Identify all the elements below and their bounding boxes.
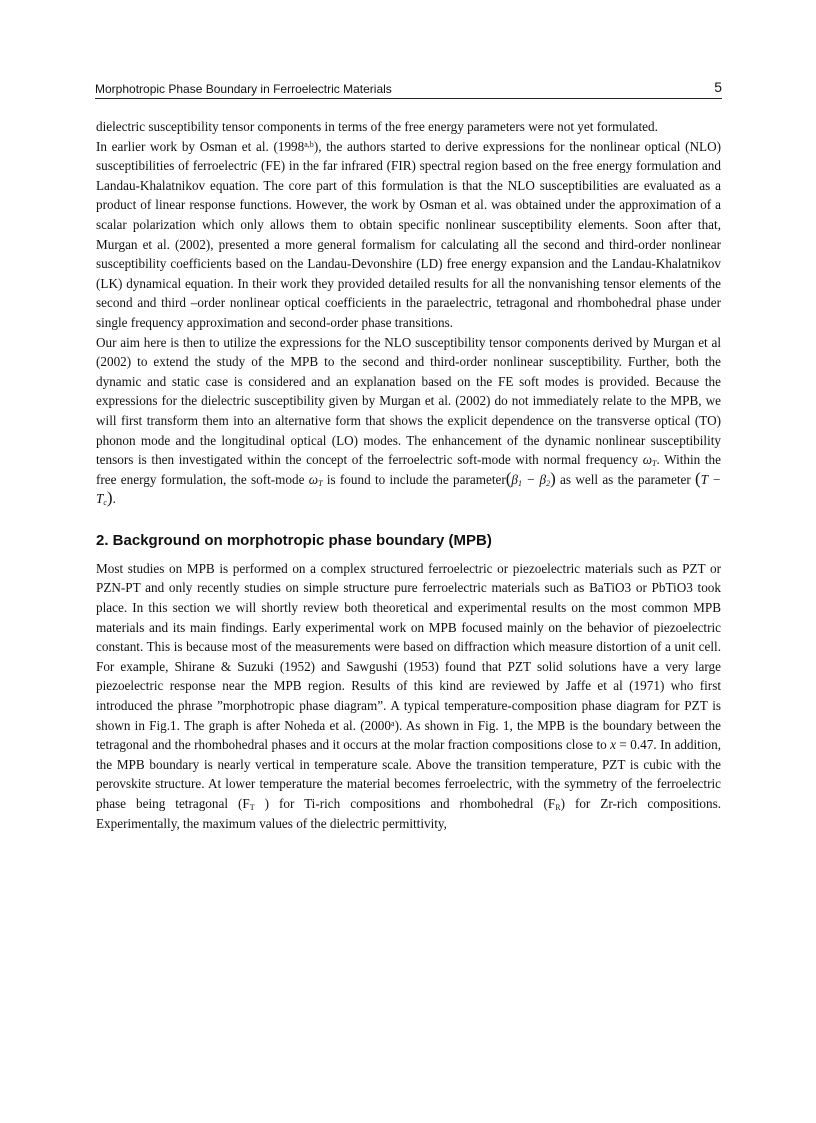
citation-superscript: a,b [304,139,314,149]
paragraph-4-text-d: ) for Ti-rich compositions and rhombohedral (F [264,796,556,811]
variable-x: x [610,737,616,753]
paragraph-2 [96,137,721,333]
beta-subscript-2: 2 [546,478,551,488]
paragraph-1: dielectric susceptibility tensor components in terms of the free energy parameters were not yet formulated. [96,119,658,134]
paragraph-4-text-b: ). As shown in Fig. 1, the MPB is the boundary between the tetragonal and the rhombohedral phases and it occurs at the molar fraction compositions close to [96,717,721,753]
ft-subscript: T [249,803,255,812]
paragraph-3-text-b: . Within the free energy formulation, the soft-mode [96,452,722,487]
minus-sign: − [526,471,536,487]
left-paren-2: ( [695,468,701,488]
body-text [96,117,721,833]
citation-superscript-2: a [391,718,395,728]
paragraph-4-text-e: ) for Zr-rich compositions. Experimentally, the maximum values of the dielectric permittivity, [96,796,721,831]
paragraph-3-text-a: Our aim here is then to utilize the expressions for the NLO susceptibility tensor components derived by Murgan et al (2002) to extend the study of the MPB to the second and third-order nonlinear susceptibility. Further, both the dynamic and static case is considered and an explanation based on the FE soft modes is provided. Because the expressions for the dielectric susceptibility given by Murgan et al. (2002) do not immediately relate to the MPB, we will first transform them into an alternative form that shows the explicit dependence on the transverse optical (TO) phonon mode and the longitudinal optical (LO) modes. The enhancement of the dynamic nonlinear susceptibility tensors is then investigated within the concept of the ferroelectric soft-mode with normal frequency [96,334,721,468]
paragraph-3 [96,333,721,509]
running-title: Morphotropic Phase Boundary in Ferroelectric Materials [95,82,392,96]
omega-subscript-2: T [318,478,323,488]
omega-subscript: T [652,459,657,469]
omega-glyph-2: ω [308,471,319,487]
fr-subscript: R [555,803,561,812]
omega-glyph: ω [642,452,653,468]
paragraph-4 [96,559,721,833]
beta-difference-expression [505,468,556,488]
t-glyph: T [700,471,708,487]
tc-subscript: c [103,498,107,508]
right-paren-2: ) [106,488,113,508]
tc-glyph: T [96,491,104,507]
paragraph-2-text-b: ), the authors started to derive expressions for the nonlinear optical (NLO) susceptibilities of ferroelectric (FE) in the far infrared (FIR) spectral region based on the free energy formulation and Landau-Khalatnikov equation. The core part of this formulation is that the NLO susceptibilities are evaluated as a product of linear response functions. However, the work by Osman et al. was obtained under the approximation of a scalar polarization which only allows them to obtain specific nonlinear susceptibility elements. Soon after that, Murgan et al. (2002), presented a more general formalism for calculating all the second and third-order nonlinear susceptibility coefficients based on the Landau-Devonshire (LD) free energy expansion and the Landau-Khalatnikov (LK) dynamical equation. In their work they provided detailed results for all the nonvanishing tensor elements of the second and third –order nonlinear optical coefficients in the paraelectric, tetragonal and rhombohedral phase under single frequency approximation and second-order phase transitions. [96,138,721,330]
right-paren: ) [550,468,556,488]
paragraph-3-text-e: . [112,491,116,507]
paragraph-4-text-a: Most studies on MPB is performed on a complex structured ferroelectric or piezoelectric materials such as PZT or PZN-PT and only recently studies on simple structure pure ferroelectric materials such as BaTiO3 or PbTiO3 took place. In this section we will shortly review both theoretical and experimental results on the most common MPB materials and its main findings. Early experimental work on MPB focused mainly on the behavior of piezoelectric constant. This is because most of the measurements were based on diffraction which measure distortion of a unit cell. For example, Shirane & Suzuki (1952) and Sawgushi (1953) found that PZT solid solutions have a very large piezoelectric response near the MPB region. Results of this kind are reviewed by Jaffe et al (1971) who first introduced the phrase ”morphotropic phase diagram”. A typical temperature-composition phase diagram for PZT is shown in Fig.1. The graph is after Noheda et al. (2000 [96,560,721,733]
page-number: 5 [714,79,722,95]
beta-subscript-1: 1 [518,478,522,488]
paragraph-4-text-c: = 0.47. In addition, the MPB boundary is nearly vertical in temperature scale. Above the transition temperature, PZT is cubic with the perovskite structure. At lower temperature the material becomes ferroelectric, with the symmetry of the ferroelectric phase being tetragonal (F [96,737,721,811]
beta-glyph-2: β [539,471,547,487]
section-heading: 2. Background on morphotropic phase boundary (MPB) [96,531,492,549]
left-paren: ( [505,468,512,488]
minus-sign-2: − [712,471,722,487]
paragraph-3-text-d: as well as the parameter [560,471,691,487]
omega-t-symbol-2 [309,472,323,487]
paragraph-3-text-c: is found to include the parameter [326,471,506,487]
beta-glyph-1: β [511,471,518,487]
running-header [95,80,722,99]
omega-t-symbol [643,452,657,467]
paragraph-2-text-a: In earlier work by Osman et al. (1998 [96,138,305,154]
